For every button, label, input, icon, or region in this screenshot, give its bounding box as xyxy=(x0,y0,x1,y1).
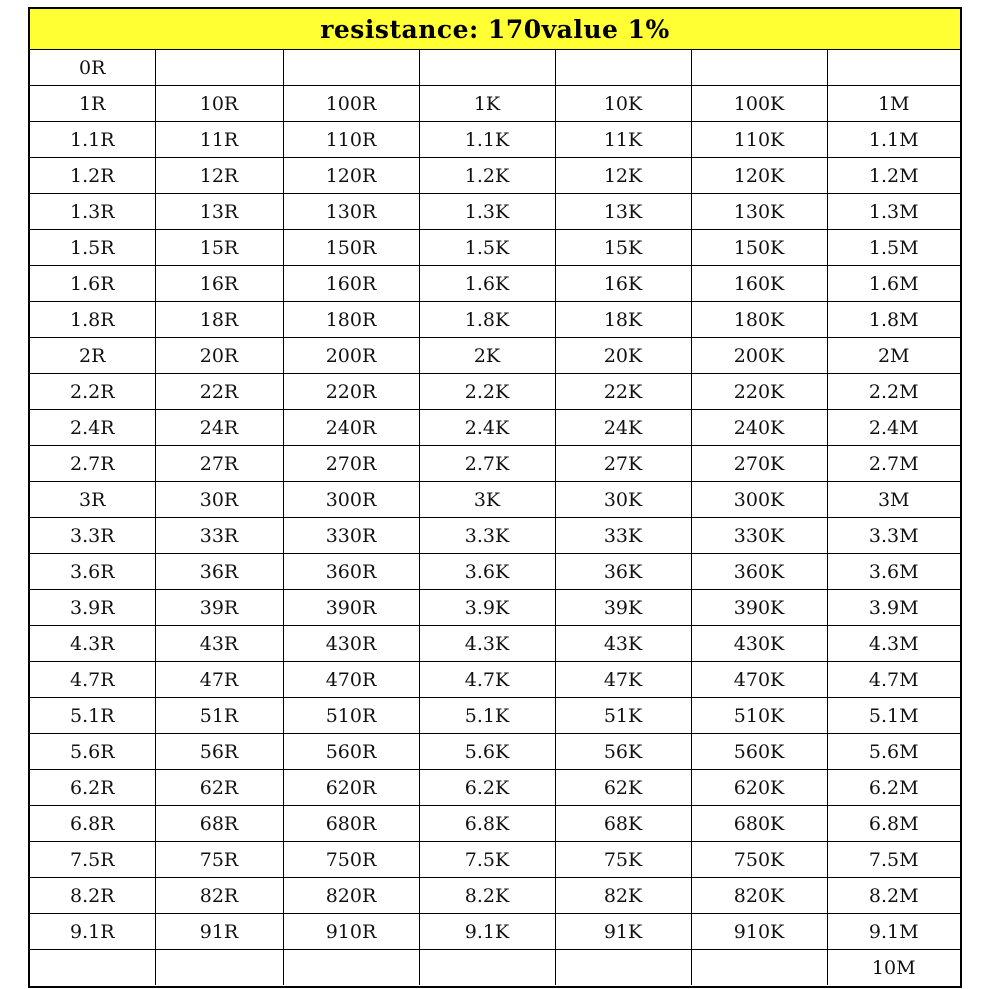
table-title: resistance: 170value 1% xyxy=(30,9,960,50)
table-cell: 240K xyxy=(691,410,827,446)
table-cell: 10K xyxy=(555,86,691,122)
table-cell: 7.5R xyxy=(30,842,155,878)
table-cell: 330R xyxy=(283,518,419,554)
table-cell: 2R xyxy=(30,338,155,374)
table-cell: 1.6R xyxy=(30,266,155,302)
table-cell: 1.1R xyxy=(30,122,155,158)
table-cell: 9.1R xyxy=(30,914,155,950)
table-cell: 2K xyxy=(419,338,555,374)
table-cell: 220K xyxy=(691,374,827,410)
table-cell: 4.3K xyxy=(419,626,555,662)
table-cell: 2.2R xyxy=(30,374,155,410)
table-row xyxy=(30,626,960,662)
table-cell: 100R xyxy=(283,86,419,122)
table-cell: 7.5K xyxy=(419,842,555,878)
table-cell: 5.6M xyxy=(827,734,960,770)
table-cell: 180K xyxy=(691,302,827,338)
table-cell: 3.9K xyxy=(419,590,555,626)
table-cell: 1.6K xyxy=(419,266,555,302)
table-cell: 2.2K xyxy=(419,374,555,410)
table-cell: 270R xyxy=(283,446,419,482)
table-cell: 910K xyxy=(691,914,827,950)
table-row xyxy=(30,878,960,914)
table-cell: 510K xyxy=(691,698,827,734)
table-cell: 390R xyxy=(283,590,419,626)
table-cell: 3.6M xyxy=(827,554,960,590)
table-cell: 7.5M xyxy=(827,842,960,878)
table-cell: 39R xyxy=(155,590,283,626)
table-cell: 2.7R xyxy=(30,446,155,482)
table-cell: 240R xyxy=(283,410,419,446)
table-row xyxy=(30,338,960,374)
table-cell: 22R xyxy=(155,374,283,410)
table-cell: 120R xyxy=(283,158,419,194)
table-cell: 1.6M xyxy=(827,266,960,302)
table-cell: 560R xyxy=(283,734,419,770)
table-cell: 9.1M xyxy=(827,914,960,950)
table-row xyxy=(30,86,960,122)
table-row xyxy=(30,302,960,338)
table-cell: 36R xyxy=(155,554,283,590)
table-cell: 36K xyxy=(555,554,691,590)
table-cell: 470K xyxy=(691,662,827,698)
table-cell: 820K xyxy=(691,878,827,914)
table-cell: 1.3R xyxy=(30,194,155,230)
table-cell: 1.2R xyxy=(30,158,155,194)
table-cell: 270K xyxy=(691,446,827,482)
table-body xyxy=(30,50,960,985)
table-cell: 62R xyxy=(155,770,283,806)
table-cell: 47R xyxy=(155,662,283,698)
table-row xyxy=(30,842,960,878)
table-cell: 9.1K xyxy=(419,914,555,950)
table-cell: 5.1R xyxy=(30,698,155,734)
table-cell: 2M xyxy=(827,338,960,374)
table-cell: 3M xyxy=(827,482,960,518)
table-cell: 24R xyxy=(155,410,283,446)
table-cell: 130K xyxy=(691,194,827,230)
table-cell: 11K xyxy=(555,122,691,158)
table-cell xyxy=(30,950,155,986)
table-cell: 1K xyxy=(419,86,555,122)
table-cell xyxy=(283,50,419,86)
table-cell: 10R xyxy=(155,86,283,122)
table-cell: 91R xyxy=(155,914,283,950)
table-cell: 56K xyxy=(555,734,691,770)
table-cell: 3.6R xyxy=(30,554,155,590)
table-cell: 27R xyxy=(155,446,283,482)
table-cell: 820R xyxy=(283,878,419,914)
table-row xyxy=(30,590,960,626)
table-cell: 3.9R xyxy=(30,590,155,626)
table-cell: 15R xyxy=(155,230,283,266)
table-cell: 4.7M xyxy=(827,662,960,698)
table-cell: 5.1M xyxy=(827,698,960,734)
table-cell: 300R xyxy=(283,482,419,518)
table-cell: 620K xyxy=(691,770,827,806)
table-cell: 30K xyxy=(555,482,691,518)
table-cell: 150K xyxy=(691,230,827,266)
table-cell: 91K xyxy=(555,914,691,950)
table-row xyxy=(30,446,960,482)
table-cell: 750R xyxy=(283,842,419,878)
table-cell: 6.8R xyxy=(30,806,155,842)
table-row xyxy=(30,698,960,734)
table-cell: 10M xyxy=(871,956,916,979)
table-cell: 120K xyxy=(691,158,827,194)
table-cell: 6.2M xyxy=(827,770,960,806)
table-cell: 100K xyxy=(691,86,827,122)
table-cell: 360K xyxy=(691,554,827,590)
table-cell: 20R xyxy=(155,338,283,374)
table-cell: 2.4M xyxy=(827,410,960,446)
table-cell: 470R xyxy=(283,662,419,698)
table-cell: 3.3M xyxy=(827,518,960,554)
table-cell: 130R xyxy=(283,194,419,230)
table-cell: 22K xyxy=(555,374,691,410)
resistance-value-table xyxy=(30,50,960,985)
table-cell: 33R xyxy=(155,518,283,554)
table-cell: 220R xyxy=(283,374,419,410)
table-row xyxy=(30,806,960,842)
table-cell: 18R xyxy=(155,302,283,338)
table-row xyxy=(30,662,960,698)
table-row xyxy=(30,194,960,230)
table-row xyxy=(30,266,960,302)
table-cell xyxy=(419,50,555,86)
table-cell: 51R xyxy=(155,698,283,734)
table-cell: 430R xyxy=(283,626,419,662)
table-cell: 360R xyxy=(283,554,419,590)
table-cell: 68K xyxy=(555,806,691,842)
table-cell xyxy=(555,50,691,86)
table-cell xyxy=(155,950,283,986)
table-cell: 30R xyxy=(155,482,283,518)
table-cell: 11R xyxy=(155,122,283,158)
table-cell: 51K xyxy=(555,698,691,734)
table-cell: 6.2R xyxy=(30,770,155,806)
table-cell: 910R xyxy=(283,914,419,950)
table-cell: 560K xyxy=(691,734,827,770)
table-cell: 8.2M xyxy=(827,878,960,914)
table-cell: 1.5R xyxy=(30,230,155,266)
table-cell: 2.4K xyxy=(419,410,555,446)
table-cell: 1.8K xyxy=(419,302,555,338)
table-row xyxy=(30,374,960,410)
table-cell: 330K xyxy=(691,518,827,554)
table-cell xyxy=(419,950,555,986)
table-row xyxy=(30,734,960,770)
table-row xyxy=(30,230,960,266)
table-cell: 0R xyxy=(30,50,155,86)
table-cell: 2.4R xyxy=(30,410,155,446)
table-cell: 13K xyxy=(555,194,691,230)
table-cell: 750K xyxy=(691,842,827,878)
table-row xyxy=(30,950,960,986)
table-row xyxy=(30,50,960,86)
table-cell: 43R xyxy=(155,626,283,662)
table-cell: 33K xyxy=(555,518,691,554)
table-cell: 1.3M xyxy=(827,194,960,230)
table-cell xyxy=(555,950,691,986)
table-cell: 4.3M xyxy=(827,626,960,662)
table-cell: 6.2K xyxy=(419,770,555,806)
table-cell: 16K xyxy=(555,266,691,302)
table-cell: 1.5M xyxy=(827,230,960,266)
table-cell: 510R xyxy=(283,698,419,734)
table-cell: 110R xyxy=(283,122,419,158)
table-cell: 2.2M xyxy=(827,374,960,410)
table-cell: 2.7M xyxy=(827,446,960,482)
table-cell: 15K xyxy=(555,230,691,266)
table-cell: 18K xyxy=(555,302,691,338)
table-cell: 680K xyxy=(691,806,827,842)
table-cell: 82K xyxy=(555,878,691,914)
table-cell: 82R xyxy=(155,878,283,914)
table-cell: 12R xyxy=(155,158,283,194)
table-cell: 6.8K xyxy=(419,806,555,842)
table-cell: 3.6K xyxy=(419,554,555,590)
table-cell: 8.2R xyxy=(30,878,155,914)
table-cell: 160R xyxy=(283,266,419,302)
table-cell: 5.1K xyxy=(419,698,555,734)
table-cell: 4.7K xyxy=(419,662,555,698)
table-cell: 1.1M xyxy=(827,122,960,158)
table-cell: 39K xyxy=(555,590,691,626)
table-cell: 8.2K xyxy=(419,878,555,914)
table-cell xyxy=(691,50,827,86)
table-cell: 3.3K xyxy=(419,518,555,554)
table-cell: 43K xyxy=(555,626,691,662)
table-cell: 1R xyxy=(30,86,155,122)
table-cell: 1.3K xyxy=(419,194,555,230)
table-cell: 27K xyxy=(555,446,691,482)
table-cell: 3.3R xyxy=(30,518,155,554)
table-cell: 680R xyxy=(283,806,419,842)
table-cell: 62K xyxy=(555,770,691,806)
table-cell: 3.9M xyxy=(827,590,960,626)
table-cell: 16R xyxy=(155,266,283,302)
table-cell: 6.8M xyxy=(827,806,960,842)
table-cell: 3K xyxy=(419,482,555,518)
table-cell: 430K xyxy=(691,626,827,662)
table-row xyxy=(30,410,960,446)
table-cell: 4.7R xyxy=(30,662,155,698)
table-cell: 180R xyxy=(283,302,419,338)
table-cell: 75R xyxy=(155,842,283,878)
table-cell: 620R xyxy=(283,770,419,806)
table-cell xyxy=(827,50,960,86)
table-row xyxy=(30,482,960,518)
table-cell: 390K xyxy=(691,590,827,626)
table-cell: 3R xyxy=(30,482,155,518)
table-cell: 2.7K xyxy=(419,446,555,482)
table-cell: 1M xyxy=(827,86,960,122)
table-cell: 1.2K xyxy=(419,158,555,194)
table-cell xyxy=(155,50,283,86)
table-row xyxy=(30,914,960,950)
table-cell: 160K xyxy=(691,266,827,302)
table-row xyxy=(30,158,960,194)
table-cell: 68R xyxy=(155,806,283,842)
table-row xyxy=(30,122,960,158)
table-cell: 200R xyxy=(283,338,419,374)
table-cell: 75K xyxy=(555,842,691,878)
table-cell: 300K xyxy=(691,482,827,518)
table-cell: 56R xyxy=(155,734,283,770)
table-cell xyxy=(283,950,419,986)
table-cell: 1.2M xyxy=(827,158,960,194)
table-cell: 12K xyxy=(555,158,691,194)
table-row xyxy=(30,770,960,806)
table-cell: 5.6K xyxy=(419,734,555,770)
table-row xyxy=(30,554,960,590)
table-cell: 4.3R xyxy=(30,626,155,662)
table-cell: 110K xyxy=(691,122,827,158)
table-cell: 200K xyxy=(691,338,827,374)
table-cell: 20K xyxy=(555,338,691,374)
resistance-table-sheet xyxy=(28,7,962,988)
table-cell: 24K xyxy=(555,410,691,446)
table-cell: 150R xyxy=(283,230,419,266)
table-cell: 5.6R xyxy=(30,734,155,770)
table-cell: 47K xyxy=(555,662,691,698)
table-cell xyxy=(691,950,827,986)
table-cell: 1.5K xyxy=(419,230,555,266)
table-row xyxy=(30,518,960,554)
table-cell: 1.1K xyxy=(419,122,555,158)
table-cell: 1.8R xyxy=(30,302,155,338)
table-cell: 13R xyxy=(155,194,283,230)
table-cell: 1.8M xyxy=(827,302,960,338)
